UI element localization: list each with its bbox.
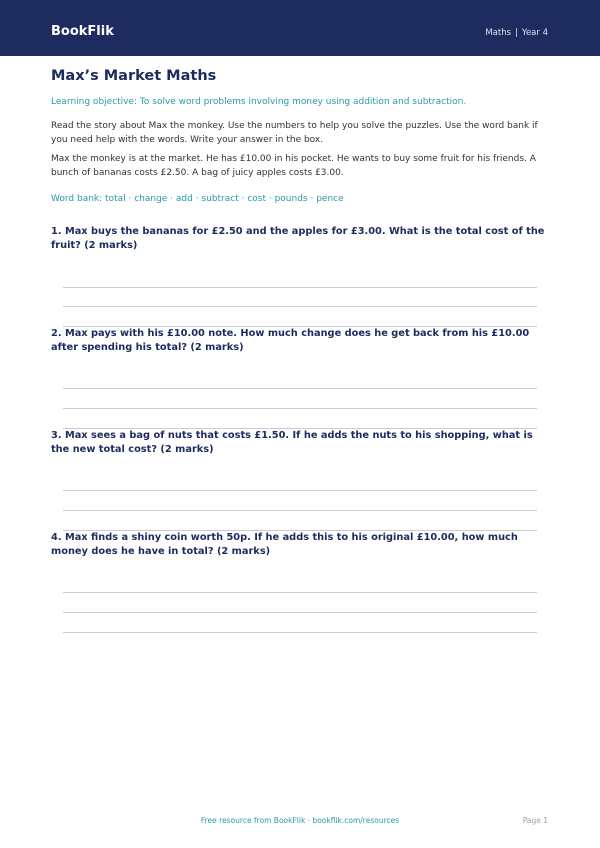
subject-year-label — [485, 27, 548, 39]
answer-line[interactable] — [63, 490, 537, 491]
answer-line[interactable] — [63, 287, 537, 288]
answer-line[interactable] — [63, 510, 537, 511]
answer-line[interactable] — [63, 612, 537, 613]
answer-line[interactable] — [63, 632, 537, 633]
page-header — [0, 0, 600, 56]
question-1: 1. Max buys the bananas for £2.50 and the apples for £3.00. What is the total cost of the fruit? (2 marks) — [51, 226, 545, 251]
page-number: Page 1 — [522, 816, 548, 825]
instructions-paragraph: Read the story about Max the monkey. Use the numbers to help you solve the puzzles. Use the word bank if you need help with the words. Write your answer in the box. — [51, 121, 538, 145]
learning-objective: Learning objective: To solve word problems involving money using addition and subtraction. — [51, 97, 467, 107]
footer-resource-link[interactable]: Free resource from BookFlik · bookflik.com/resources — [200, 816, 400, 825]
worksheet-title: Max’s Market Maths — [51, 68, 217, 84]
subject-label: Maths — [485, 28, 512, 38]
brand-logo-text: BookFlik — [51, 24, 114, 39]
story-paragraph: Max the monkey is at the market. He has £10.00 in his pocket. He wants to buy some fruit for his friends. A bunch of bananas costs £2.50. A bag of juicy apples costs £3.00. — [51, 154, 536, 178]
answer-line[interactable] — [63, 408, 537, 409]
answer-line[interactable] — [63, 306, 537, 307]
answer-line[interactable] — [63, 592, 537, 593]
answer-line[interactable] — [63, 388, 537, 389]
meta-separator: | — [515, 28, 518, 38]
question-3: 3. Max sees a bag of nuts that costs £1.50. If he adds the nuts to his shopping, what is the new total cost? (2 marks) — [51, 430, 533, 455]
question-2: 2. Max pays with his £10.00 note. How much change does he get back from his £10.00 after spending his total? (2 marks) — [51, 328, 530, 353]
year-label: Year 4 — [521, 28, 548, 38]
word-bank: Word bank: total · change · add · subtract · cost · pounds · pence — [51, 194, 344, 204]
question-4: 4. Max finds a shiny coin worth 50p. If he adds this to his original £10.00, how much money does he have in total? (2 marks) — [51, 532, 518, 557]
